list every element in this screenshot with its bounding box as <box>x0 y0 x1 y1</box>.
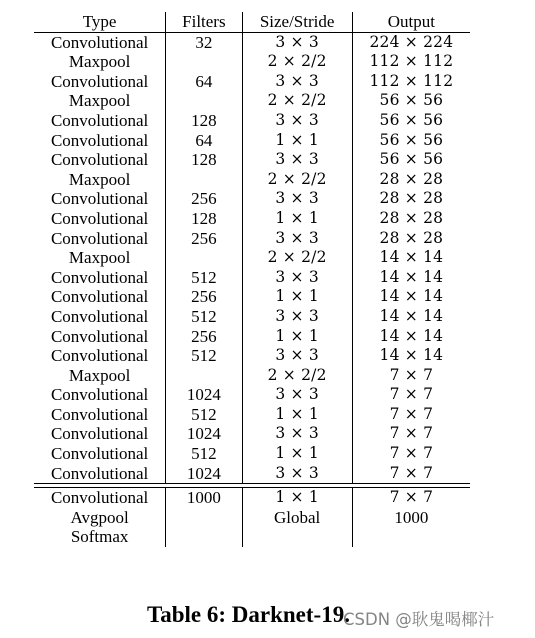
table-tail-row <box>34 508 470 528</box>
cell-type: Convolutional <box>50 208 149 228</box>
cell-filters: 256 <box>166 287 242 307</box>
table-row <box>34 32 470 52</box>
cell-filters: 64 <box>166 131 242 151</box>
table-row <box>34 72 470 92</box>
cell-filters: 512 <box>166 405 242 425</box>
header-size-stride: Size/Stride <box>242 12 352 32</box>
cell-output: 112 × 112 <box>352 52 470 72</box>
cell-output: 1000 <box>352 508 470 528</box>
cell-size-stride: 1 × 1 <box>242 444 352 464</box>
cell-size-stride: 3 × 3 <box>242 385 352 405</box>
table-header-row <box>34 12 470 32</box>
cell-output: 56 × 56 <box>352 150 470 170</box>
header-filters: Filters <box>166 12 242 32</box>
cell-type: Convolutional <box>50 228 149 248</box>
cell-size-stride: 2 × 2/2 <box>242 366 352 386</box>
cell-type: Convolutional <box>50 488 149 508</box>
cell-output: 28 × 28 <box>352 170 470 190</box>
cell-type: Convolutional <box>50 463 149 483</box>
cell-type: Maxpool <box>68 91 131 111</box>
cell-size-stride: 3 × 3 <box>242 268 352 288</box>
cell-size-stride: 3 × 3 <box>242 307 352 327</box>
cell-type: Maxpool <box>68 248 131 268</box>
cell-type: Convolutional <box>50 306 149 326</box>
cell-filters <box>166 91 242 111</box>
cell-output: 112 × 112 <box>352 72 470 92</box>
cell-filters: 256 <box>166 229 242 249</box>
cell-filters: 1024 <box>166 464 242 484</box>
cell-size-stride: 3 × 3 <box>242 189 352 209</box>
cell-filters: 32 <box>166 32 242 52</box>
cell-output: 224 × 224 <box>352 32 470 52</box>
cell-filters: 1000 <box>166 488 242 508</box>
cell-type: Convolutional <box>50 404 149 424</box>
cell-output: 7 × 7 <box>352 366 470 386</box>
cell-type: Convolutional <box>50 326 149 346</box>
cell-type: Convolutional <box>50 32 149 52</box>
cell-output: 7 × 7 <box>352 464 470 484</box>
cell-size-stride: 3 × 3 <box>242 32 352 52</box>
table-row <box>34 209 470 229</box>
table-body <box>34 32 470 484</box>
cell-output <box>352 527 470 547</box>
cell-output: 56 × 56 <box>352 111 470 131</box>
cell-filters <box>166 170 242 190</box>
table-row <box>34 268 470 288</box>
cell-filters <box>166 52 242 72</box>
cell-size-stride: 2 × 2/2 <box>242 170 352 190</box>
cell-size-stride: 2 × 2/2 <box>242 248 352 268</box>
cell-type: Convolutional <box>50 424 149 444</box>
table-tail-body <box>34 488 470 547</box>
cell-output: 7 × 7 <box>352 424 470 444</box>
cell-output: 14 × 14 <box>352 346 470 366</box>
table-row <box>34 111 470 131</box>
cell-size-stride: 1 × 1 <box>242 131 352 151</box>
cell-output: 7 × 7 <box>352 444 470 464</box>
table-tail-row <box>34 527 470 547</box>
cell-filters: 512 <box>166 268 242 288</box>
cell-size-stride: Global <box>242 508 352 528</box>
cell-size-stride: 3 × 3 <box>242 72 352 92</box>
cell-output: 14 × 14 <box>352 287 470 307</box>
cell-type: Convolutional <box>50 267 149 287</box>
cell-type: Convolutional <box>50 150 149 170</box>
table-caption: Table 6: Darknet-19. <box>147 602 350 627</box>
cell-filters: 128 <box>166 209 242 229</box>
cell-type: Convolutional <box>50 287 149 307</box>
cell-output: 56 × 56 <box>352 131 470 151</box>
table-row <box>34 229 470 249</box>
cell-filters: 512 <box>166 307 242 327</box>
table-tail-row <box>34 488 470 508</box>
cell-size-stride: 2 × 2/2 <box>242 91 352 111</box>
cell-output: 7 × 7 <box>352 385 470 405</box>
table-row <box>34 424 470 444</box>
cell-type: Convolutional <box>50 189 149 209</box>
cell-filters: 256 <box>166 327 242 347</box>
table-row <box>34 91 470 111</box>
table-row <box>34 405 470 425</box>
cell-output: 56 × 56 <box>352 91 470 111</box>
cell-output: 7 × 7 <box>352 405 470 425</box>
table-row <box>34 150 470 170</box>
cell-filters: 64 <box>166 72 242 92</box>
cell-size-stride: 3 × 3 <box>242 346 352 366</box>
cell-output: 28 × 28 <box>352 209 470 229</box>
cell-type: Maxpool <box>68 52 131 72</box>
table-row <box>34 52 470 72</box>
cell-filters: 128 <box>166 150 242 170</box>
cell-type: Maxpool <box>68 365 131 385</box>
table-row <box>34 189 470 209</box>
cell-type: Convolutional <box>50 385 149 405</box>
cell-size-stride: 3 × 3 <box>242 150 352 170</box>
cell-type: Avgpool <box>70 507 129 527</box>
cell-output: 28 × 28 <box>352 229 470 249</box>
cell-type: Convolutional <box>50 346 149 366</box>
table-row <box>34 346 470 366</box>
table-row <box>34 307 470 327</box>
cell-type: Convolutional <box>50 71 149 91</box>
cell-output: 28 × 28 <box>352 189 470 209</box>
table-row <box>34 444 470 464</box>
cell-filters <box>166 366 242 386</box>
darknet19-table <box>34 12 470 547</box>
cell-filters: 512 <box>166 346 242 366</box>
cell-size-stride: 1 × 1 <box>242 209 352 229</box>
cell-filters: 256 <box>166 189 242 209</box>
cell-size-stride: 1 × 1 <box>242 327 352 347</box>
header-output: Output <box>352 12 470 32</box>
cell-type: Convolutional <box>50 130 149 150</box>
table-row <box>34 327 470 347</box>
cell-size-stride: 2 × 2/2 <box>242 52 352 72</box>
cell-filters <box>166 248 242 268</box>
cell-type: Convolutional <box>50 444 149 464</box>
cell-filters: 512 <box>166 444 242 464</box>
cell-output: 14 × 14 <box>352 248 470 268</box>
table-row <box>34 464 470 484</box>
table-row <box>34 385 470 405</box>
cell-filters: 1024 <box>166 424 242 444</box>
cell-size-stride: 3 × 3 <box>242 229 352 249</box>
cell-size-stride: 1 × 1 <box>242 488 352 508</box>
cell-size-stride: 1 × 1 <box>242 287 352 307</box>
table-row <box>34 248 470 268</box>
cell-size-stride: 3 × 3 <box>242 111 352 131</box>
csdn-watermark: CSDN @耿鬼喝椰汁 <box>343 610 495 629</box>
cell-filters <box>166 508 242 528</box>
cell-type: Softmax <box>70 527 129 547</box>
table-row <box>34 287 470 307</box>
cell-type: Maxpool <box>68 169 131 189</box>
cell-output: 14 × 14 <box>352 268 470 288</box>
cell-filters: 1024 <box>166 385 242 405</box>
table-row <box>34 131 470 151</box>
cell-type: Convolutional <box>50 110 149 130</box>
cell-output: 14 × 14 <box>352 307 470 327</box>
cell-output: 14 × 14 <box>352 327 470 347</box>
header-type: Type <box>34 12 166 32</box>
cell-filters <box>166 527 242 547</box>
cell-size-stride: 1 × 1 <box>242 405 352 425</box>
cell-size-stride: 3 × 3 <box>242 424 352 444</box>
cell-size-stride: 3 × 3 <box>242 464 352 484</box>
cell-size-stride <box>242 527 352 547</box>
table-row <box>34 170 470 190</box>
table-row <box>34 366 470 386</box>
cell-output: 7 × 7 <box>352 488 470 508</box>
cell-filters: 128 <box>166 111 242 131</box>
